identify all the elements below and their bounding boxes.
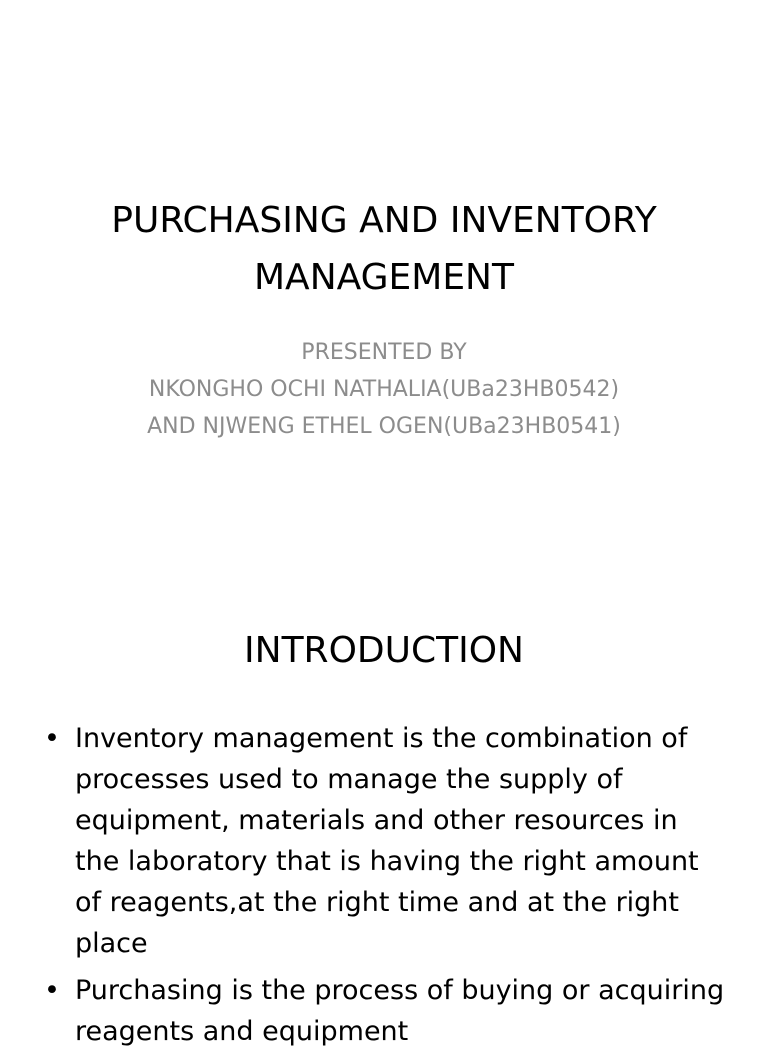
- bullet-text: Purchasing is the process of buying or acquiring reagents and equipment: [75, 975, 725, 1047]
- presenters-subtitle: [40, 334, 728, 445]
- title-line-1: PURCHASING AND INVENTORY: [111, 200, 657, 241]
- bullet-dot-icon: •: [44, 975, 60, 1006]
- introduction-slide: [0, 576, 768, 1047]
- bullet-text: Inventory management is the combination of processes used to manage the supply of equipment, materials and other resources in the laboratory that is having the right amount of reagents,at the right time and at the right place: [75, 723, 699, 959]
- bullet-list: [40, 718, 730, 1058]
- presenter-1: NKONGHO OCHI NATHALIA(UBa23HB0542): [148, 377, 620, 402]
- slide-heading: INTRODUCTION: [244, 630, 524, 671]
- presented-by-label: PRESENTED BY: [301, 340, 467, 365]
- presentation-title: [40, 192, 728, 306]
- presenter-2: AND NJWENG ETHEL OGEN(UBa23HB0541): [147, 414, 621, 439]
- bullet-dot-icon: •: [44, 723, 60, 754]
- title-line-2: MANAGEMENT: [254, 257, 514, 298]
- bullet-item: [40, 970, 730, 1052]
- bullet-item: [40, 718, 730, 964]
